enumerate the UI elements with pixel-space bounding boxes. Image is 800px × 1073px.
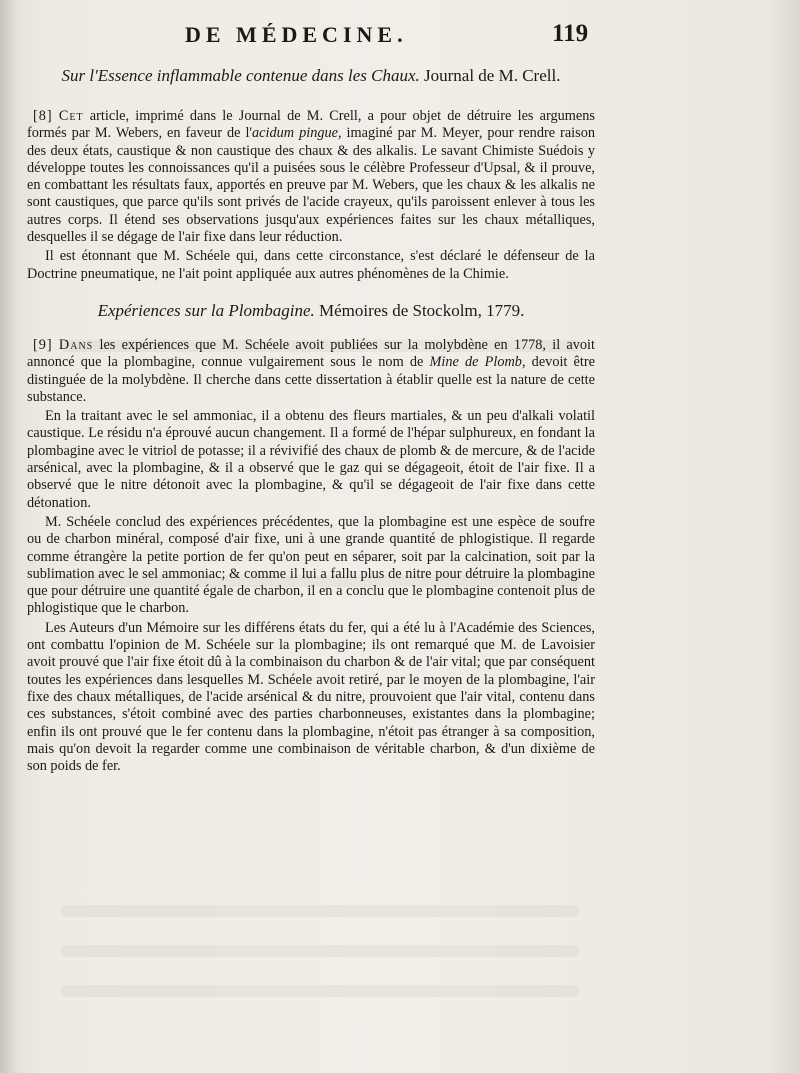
article-title-source: Journal de M. Crell. [424, 66, 561, 85]
lead-word: Cet [58, 108, 84, 124]
page-header [0, 22, 800, 52]
page-number: 119 [552, 20, 589, 47]
show-through-text [60, 945, 580, 957]
article-paragraph [27, 108, 595, 246]
article-paragraph: Il est étonnant que M. Schéele qui, dans cette circonstance, s'est déclaré le défenseur de la Doctrine pneumatique, ne l'ait point appliquée aux autres phénomènes de la Chimie. [27, 248, 595, 282]
article-number: [8] [33, 108, 53, 124]
italic-term: Mine de Plomb [429, 354, 522, 371]
article-paragraph: Les Auteurs d'un Mémoire sur les différens états du fer, qui a été lu à l'Académie des Sciences, ont combattu l'opinion de M. Schéele sur la plombagine; ils ont remarqué que M. de Lavoisier avoit prouvé que l'air fixe étoit dû à la combinaison du charbon & de l'air vital; que par conséquent toutes les expériences dans lesquelles M. Schéele avoit retiré, par le moyen de la plombagine, l'air fixe des chaux métalliques, de l'acide arsénical & du nitre, prouvoient que l'air vital, contenu dans ces substances, s'étoit combiné avec des parties charbonneuses, existantes dans la plombagine; enfin ils ont prouvé que le fer contenu dans la plombagine, n'étoit pas étranger à sa composition, mais qu'on devoit la regarder comme une combinaison de véritable charbon, & d'un dixième de son poids de fer. [27, 619, 595, 775]
article-title-italic: Expériences sur la Plombagine. [97, 300, 315, 320]
italic-term: acidum pingue [252, 125, 338, 142]
article-title [27, 301, 595, 321]
article-title [27, 66, 595, 86]
running-head: DE MÉDECINE. [185, 22, 408, 47]
paragraph-text: les expériences que M. Schéele avoit publiées sur la molybdène en 1778, il avoit annoncé que la plombagine, connue vulgairement sous le nom de [27, 336, 595, 371]
article-title-italic: Sur l'Essence inflammable contenue dans les Chaux. [61, 66, 420, 85]
article-number: [9] [33, 336, 53, 353]
article-paragraph [27, 337, 595, 406]
page-text [27, 66, 595, 777]
article-title-source: Mémoires de Stockolm, 1779. [319, 300, 525, 320]
paragraph-text: , devoit être distinguée de la molybdène. Il cherche dans cette dissertation à établir quelle est la nature de cette substance. [27, 354, 595, 405]
show-through-text [60, 905, 580, 917]
lead-word: Dans [58, 336, 94, 353]
article-paragraph: M. Schéele conclud des expériences précédentes, que la plombagine est une espèce de soufre ou de charbon minéral, composé d'air fixe, uni à une grande quantité de phlogistique. Il regarde comme étrangère la petite portion de fer qu'on peut en séparer, soit par la calcination, soit par la sublimation avec le sel ammoniac; & comme il lui a fallu plus de nitre pour détruire la plombagine que pour détruire une quantité égale de charbon, il en a conclu que le plombagine contenoit plus de phlogistique que le charbon. [27, 513, 595, 617]
paragraph-text: article, imprimé dans le Journal de M. Crell, a pour objet de détruire les argumens formés par M. Webers, en faveur de l' [27, 108, 595, 142]
page-spine-shadow [0, 0, 18, 1073]
article-paragraph: En la traitant avec le sel ammoniac, il a obtenu des fleurs martiales, & un peu d'alkali volatil caustique. Le résidu n'a éprouvé aucun changement. Il a formé de l'hépar sulphureux, en fondant la plombagine avec le vitriol de potasse; il a révivifié des chaux de plomb & de mercure, & de l'acide arsénical, avec la plombagine, & il a observé que le gaz qui se dégageoit, étoit de l'air fixe. Il a observé que le nitre détonoit avec la plombagine, & qu'il se dégageoit de l'air fixe dans cette détonation. [27, 408, 595, 511]
show-through-text [60, 985, 580, 997]
paragraph-text: , imaginé par M. Meyer, pour rendre raison des deux états, caustique & non caustique des chaux & des alkalis. Le savant Chimiste Suédois y développe toutes les connoissances qu'il a puisées sous le célèbre Professeur d'Upsal, & il prouve, en combattant les résultats faux, apportés en preuve par M. Webers, que les chaux & les alkalis ne sont caustiques, que parce qu'ils sont privés de l'acide crayeux, qu'ils paroissent enlever à tous les autres corps. Il étend ses observations jusqu'aux expériences faites sur les chaux métalliques, desquelles il se dégage de l'air fixe dans leur réduction. [27, 125, 595, 246]
